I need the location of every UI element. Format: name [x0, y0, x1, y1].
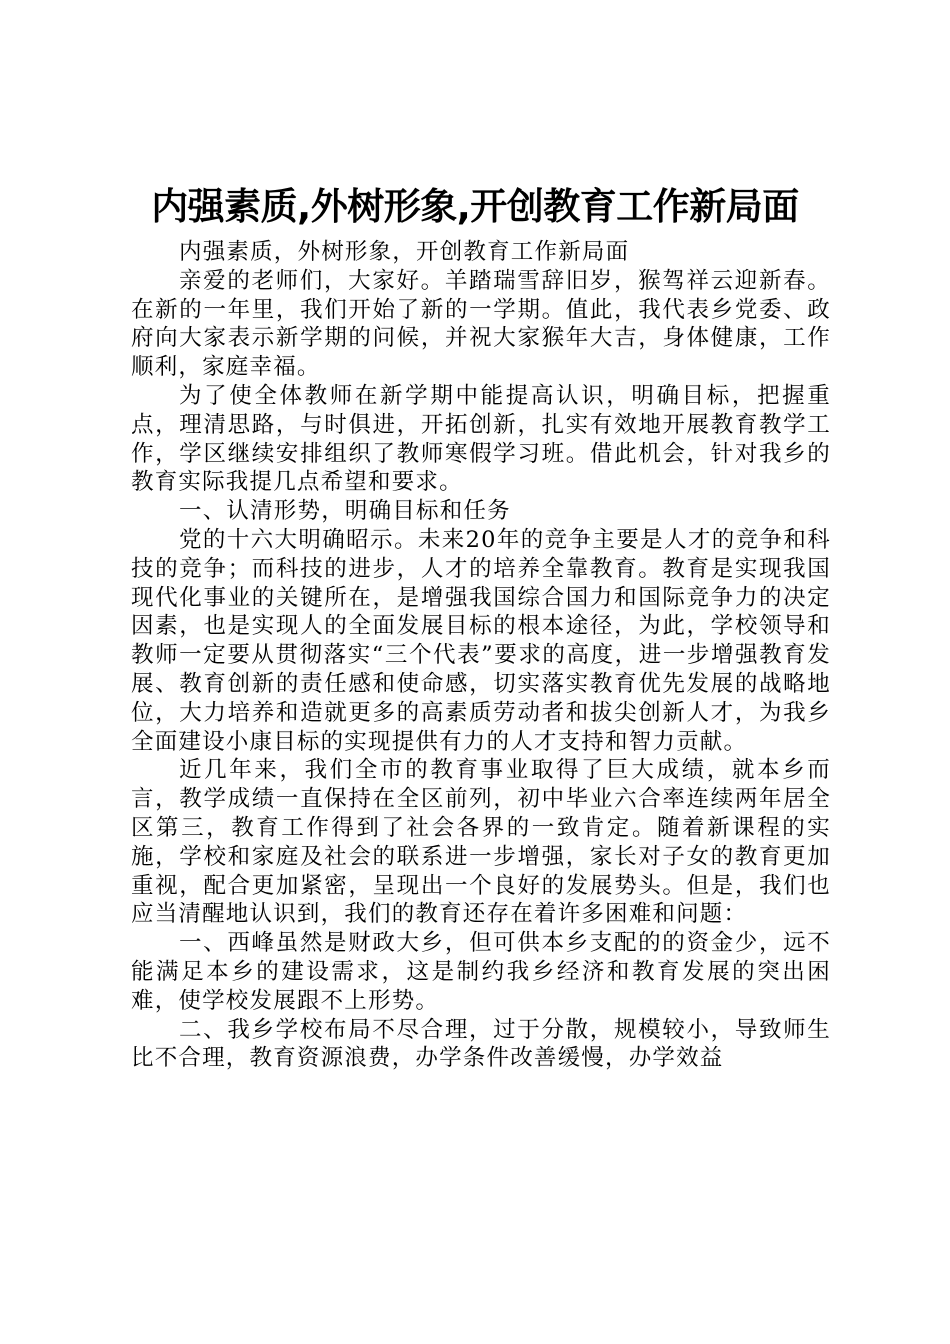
- section-heading-1: 一、认清形势，明确目标和任务: [179, 498, 511, 525]
- paragraph-situation: 党的十六大明确昭示。未来20年的竞争主要是人才的竞争和科技的竞争；而科技的进步，人才的培养全靠教育。教育是实现我国现代化事业的关键所在，是增强我国综合国力和国际竞争力的决定因素，也是实现人的全面发展目标的根本途径，为此，学校领导和教师一定要从贯彻落实“三个代表”要求的高度，进一步增强教育发展、教育创新的责任感和使命感，切实落实教育优先发展的战略地位，大力培养和造就更多的高素质劳动者和拔尖创新人才，为我乡全面建设小康目标的实现提供有力的人才支持和智力贡献。: [131, 526, 831, 755]
- paragraph-problem-1: 一、西峰虽然是财政大乡，但可供本乡支配的的资金少，远不能满足本乡的建设需求，这是制约我乡经济和教育发展的突出困难，使学校发展跟不上形势。: [131, 930, 831, 1014]
- paragraph-purpose: 为了使全体教师在新学期中能提高认识，明确目标，把握重点，理清思路，与时俱进，开拓创新，扎实有效地开展教育教学工作，学区继续安排组织了教师寒假学习班。借此机会，针对我乡的教育实际我提几点希望和要求。: [131, 382, 831, 496]
- document-page: [131, 182, 831, 1073]
- document-body: [131, 238, 831, 1073]
- paragraph-achievements: 近几年来，我们全市的教育事业取得了巨大成绩，就本乡而言，教学成绩一直保持在全区前列，初中毕业六合率连续两年居全区第三，教育工作得到了社会各界的一致肯定。随着新课程的实施，学校和家庭及社会的联系进一步增强，家长对子女的教育更加重视，配合更加紧密，呈现出一个良好的发展势头。但是，我们也应当清醒地认识到，我们的教育还存在着许多困难和问题：: [131, 757, 831, 928]
- paragraph-subtitle: 内强素质，外树形象，开创教育工作新局面: [179, 239, 630, 265]
- paragraph-problem-2: 二、我乡学校布局不尽合理，过于分散，规模较小，导致师生比不合理，教育资源浪费，办学条件改善缓慢，办学效益: [131, 1016, 831, 1072]
- paragraph-greeting: 亲爱的老师们，大家好。羊踏瑞雪辞旧岁，猴驾祥云迎新春。在新的一年里，我们开始了新的一学期。值此，我代表乡党委、政府向大家表示新学期的问候，并祝大家猴年大吉，身体健康，工作顺利，家庭幸福。: [131, 267, 831, 381]
- document-title: 内强素质,外树形象,开创教育工作新局面: [151, 185, 799, 228]
